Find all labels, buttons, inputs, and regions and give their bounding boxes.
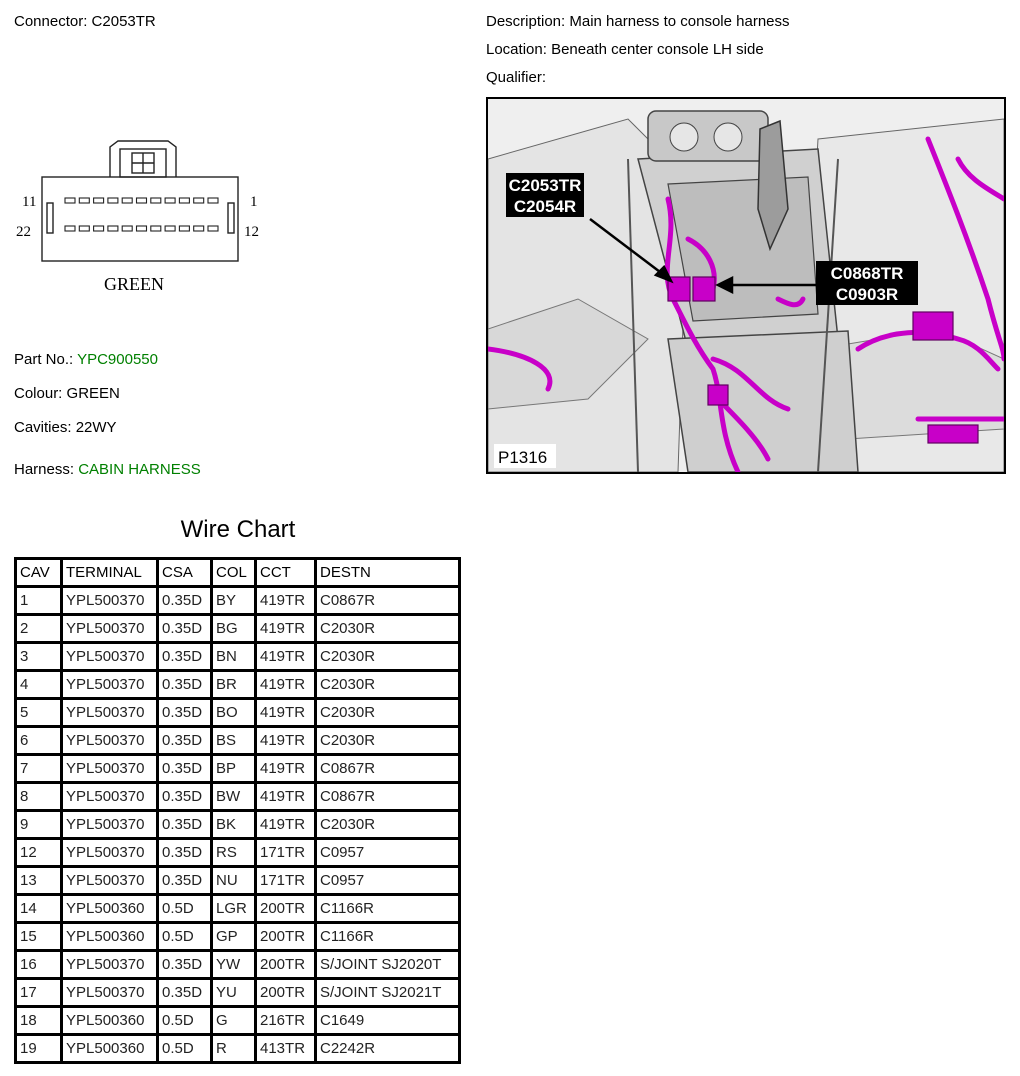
cell-destn: S/JOINT SJ2021T <box>317 980 458 1008</box>
connector-label: Connector: <box>14 13 88 30</box>
cell-terminal: YPL500370 <box>63 644 159 672</box>
part-number-line <box>14 351 158 368</box>
cell-csa: 0.35D <box>159 588 213 616</box>
cavity-slot <box>79 198 89 203</box>
table-row <box>17 616 458 644</box>
cell-cct: 419TR <box>257 672 317 700</box>
table-row <box>17 672 458 700</box>
cell-destn: C2030R <box>317 812 458 840</box>
cell-cav: 19 <box>17 1036 63 1061</box>
cell-cav: 8 <box>17 784 63 812</box>
cell-csa: 0.5D <box>159 1008 213 1036</box>
cavities-label: Cavities: <box>14 419 72 436</box>
cell-terminal: YPL500370 <box>63 588 159 616</box>
cell-destn: C0867R <box>317 756 458 784</box>
cell-cct: 216TR <box>257 1008 317 1036</box>
cell-csa: 0.35D <box>159 952 213 980</box>
cell-destn: C2030R <box>317 672 458 700</box>
cell-destn: C2030R <box>317 728 458 756</box>
cell-cct: 419TR <box>257 728 317 756</box>
pin-label-1: 1 <box>250 194 258 210</box>
cell-cct: 419TR <box>257 700 317 728</box>
table-header-row <box>17 560 458 588</box>
cavity-slot <box>137 198 147 203</box>
cell-col: BP <box>213 756 257 784</box>
column-header-destn: DESTN <box>317 560 458 588</box>
cell-csa: 0.35D <box>159 728 213 756</box>
cell-csa: 0.5D <box>159 1036 213 1061</box>
cell-terminal: YPL500370 <box>63 840 159 868</box>
connector-id: C2053TR <box>91 13 156 30</box>
cell-cav: 1 <box>17 588 63 616</box>
cell-csa: 0.35D <box>159 980 213 1008</box>
cell-cct: 419TR <box>257 812 317 840</box>
cell-terminal: YPL500370 <box>63 700 159 728</box>
cavity-slot <box>151 226 161 231</box>
cavity-slot <box>165 198 175 203</box>
cell-cct: 200TR <box>257 952 317 980</box>
cell-cav: 3 <box>17 644 63 672</box>
cell-cav: 17 <box>17 980 63 1008</box>
cell-terminal: YPL500370 <box>63 812 159 840</box>
cell-col: BY <box>213 588 257 616</box>
cell-cav: 4 <box>17 672 63 700</box>
cell-col: BO <box>213 700 257 728</box>
cell-csa: 0.35D <box>159 756 213 784</box>
cavity-slot <box>194 198 204 203</box>
cell-col: BS <box>213 728 257 756</box>
cell-terminal: YPL500360 <box>63 1008 159 1036</box>
cavity-slot <box>151 198 161 203</box>
part-number-link[interactable]: YPC900550 <box>77 351 158 368</box>
column-header-col: COL <box>213 560 257 588</box>
cell-terminal: YPL500370 <box>63 952 159 980</box>
cell-destn: C1166R <box>317 924 458 952</box>
cavities-value: 22WY <box>75 419 117 436</box>
cell-destn: C2030R <box>317 616 458 644</box>
cell-csa: 0.35D <box>159 616 213 644</box>
cell-terminal: YPL500370 <box>63 728 159 756</box>
cavity-slot <box>179 226 189 231</box>
cell-cav: 2 <box>17 616 63 644</box>
cavity-slot <box>65 198 75 203</box>
cell-cct: 200TR <box>257 980 317 1008</box>
part-number-label: Part No.: <box>14 351 74 368</box>
cell-cav: 5 <box>17 700 63 728</box>
table-row <box>17 784 458 812</box>
cell-col: BR <box>213 672 257 700</box>
cell-col: LGR <box>213 896 257 924</box>
cell-cct: 419TR <box>257 756 317 784</box>
cell-col: G <box>213 1008 257 1036</box>
cell-cav: 18 <box>17 1008 63 1036</box>
colour-value: GREEN <box>66 385 120 402</box>
cell-cct: 419TR <box>257 784 317 812</box>
cell-terminal: YPL500370 <box>63 672 159 700</box>
cell-terminal: YPL500360 <box>63 1036 159 1061</box>
cell-destn: C2030R <box>317 700 458 728</box>
column-header-cct: CCT <box>257 560 317 588</box>
cell-terminal: YPL500370 <box>63 980 159 1008</box>
connector-face-diagram <box>14 135 274 300</box>
cell-col: BW <box>213 784 257 812</box>
pin-label-22: 22 <box>16 224 31 240</box>
table-row <box>17 644 458 672</box>
table-row <box>17 588 458 616</box>
wire-chart-table <box>14 557 461 1064</box>
cell-csa: 0.35D <box>159 868 213 896</box>
table-row <box>17 980 458 1008</box>
cell-csa: 0.35D <box>159 700 213 728</box>
colour-line <box>14 385 120 402</box>
table-row <box>17 1036 458 1061</box>
cavity-slot <box>65 226 75 231</box>
cell-destn: C0867R <box>317 588 458 616</box>
cell-terminal: YPL500370 <box>63 756 159 784</box>
cell-cav: 14 <box>17 896 63 924</box>
table-row <box>17 896 458 924</box>
cavity-slot <box>94 198 104 203</box>
connector-location-photo <box>486 97 1006 474</box>
cell-cct: 171TR <box>257 868 317 896</box>
table-row <box>17 924 458 952</box>
cell-col: R <box>213 1036 257 1061</box>
cell-destn: C0957 <box>317 840 458 868</box>
cell-cav: 13 <box>17 868 63 896</box>
cell-csa: 0.35D <box>159 644 213 672</box>
qualifier-label: Qualifier: <box>486 69 547 86</box>
cell-csa: 0.35D <box>159 672 213 700</box>
cell-cav: 12 <box>17 840 63 868</box>
table-row <box>17 1008 458 1036</box>
cavity-slot <box>79 226 89 231</box>
cavity-slot <box>137 226 147 231</box>
location-value: Beneath center console LH side <box>551 41 764 58</box>
cavity-slot <box>179 198 189 203</box>
cell-destn: C2030R <box>317 644 458 672</box>
cavity-slot <box>165 226 175 231</box>
cell-cct: 200TR <box>257 924 317 952</box>
callout-c2054r: C2054R <box>513 197 577 216</box>
table-row <box>17 812 458 840</box>
cell-csa: 0.5D <box>159 924 213 952</box>
cell-destn: S/JOINT SJ2020T <box>317 952 458 980</box>
figure-id: P1316 <box>498 448 548 467</box>
cell-col: GP <box>213 924 257 952</box>
cell-csa: 0.5D <box>159 896 213 924</box>
cell-destn: C1166R <box>317 896 458 924</box>
colour-label: Colour: <box>14 385 63 402</box>
cell-col: RS <box>213 840 257 868</box>
wire-chart-title: Wire Chart <box>180 516 296 543</box>
cavity-slot <box>122 198 132 203</box>
table-row <box>17 840 458 868</box>
cell-csa: 0.35D <box>159 840 213 868</box>
table-row <box>17 868 458 896</box>
cell-terminal: YPL500370 <box>63 868 159 896</box>
cell-cct: 171TR <box>257 840 317 868</box>
cell-col: YU <box>213 980 257 1008</box>
cavity-slot <box>108 198 118 203</box>
harness-link[interactable]: CABIN HARNESS <box>78 461 201 478</box>
column-header-terminal: TERMINAL <box>63 560 159 588</box>
connector-line <box>14 13 156 30</box>
cell-cav: 7 <box>17 756 63 784</box>
cell-col: BG <box>213 616 257 644</box>
callout-c0868tr: C0868TR <box>830 264 904 283</box>
cell-destn: C0867R <box>317 784 458 812</box>
cell-cct: 413TR <box>257 1036 317 1061</box>
description-label: Description: <box>486 13 566 30</box>
description-line <box>486 13 790 30</box>
cell-col: NU <box>213 868 257 896</box>
cell-terminal: YPL500370 <box>63 784 159 812</box>
cell-csa: 0.35D <box>159 784 213 812</box>
cell-terminal: YPL500360 <box>63 896 159 924</box>
cell-cct: 200TR <box>257 896 317 924</box>
cell-terminal: YPL500370 <box>63 616 159 644</box>
connector-colour-caption: GREEN <box>104 274 164 294</box>
cell-destn: C1649 <box>317 1008 458 1036</box>
cell-col: BK <box>213 812 257 840</box>
cell-cct: 419TR <box>257 644 317 672</box>
cell-terminal: YPL500360 <box>63 924 159 952</box>
table-row <box>17 700 458 728</box>
cavity-slot <box>94 226 104 231</box>
cell-destn: C0957 <box>317 868 458 896</box>
location-line <box>486 41 764 58</box>
cavity-slot <box>208 226 218 231</box>
pin-label-12: 12 <box>244 224 259 240</box>
cell-cct: 419TR <box>257 588 317 616</box>
cell-cav: 9 <box>17 812 63 840</box>
cavity-slot <box>108 226 118 231</box>
location-label: Location: <box>486 41 547 58</box>
cell-cav: 15 <box>17 924 63 952</box>
cell-destn: C2242R <box>320 1040 376 1057</box>
table-row <box>17 728 458 756</box>
qualifier-line <box>486 69 546 86</box>
column-header-csa: CSA <box>159 560 213 588</box>
cell-csa: 0.35D <box>159 812 213 840</box>
table-row <box>17 952 458 980</box>
callout-c0903r: C0903R <box>835 285 899 304</box>
table-row <box>17 756 458 784</box>
cavities-line <box>14 419 117 436</box>
callout-c2053tr: C2053TR <box>508 176 582 195</box>
cavity-slot <box>194 226 204 231</box>
harness-line <box>14 461 201 478</box>
cell-cct: 419TR <box>257 616 317 644</box>
cavity-slot <box>122 226 132 231</box>
pin-label-11: 11 <box>22 194 37 210</box>
cell-col: BN <box>213 644 257 672</box>
column-header-cav: CAV <box>17 560 63 588</box>
cell-cav: 16 <box>17 952 63 980</box>
cavity-slot <box>208 198 218 203</box>
description-value: Main harness to console harness <box>569 13 790 30</box>
harness-label: Harness: <box>14 461 75 478</box>
cell-cav: 6 <box>17 728 63 756</box>
cell-col: YW <box>213 952 257 980</box>
